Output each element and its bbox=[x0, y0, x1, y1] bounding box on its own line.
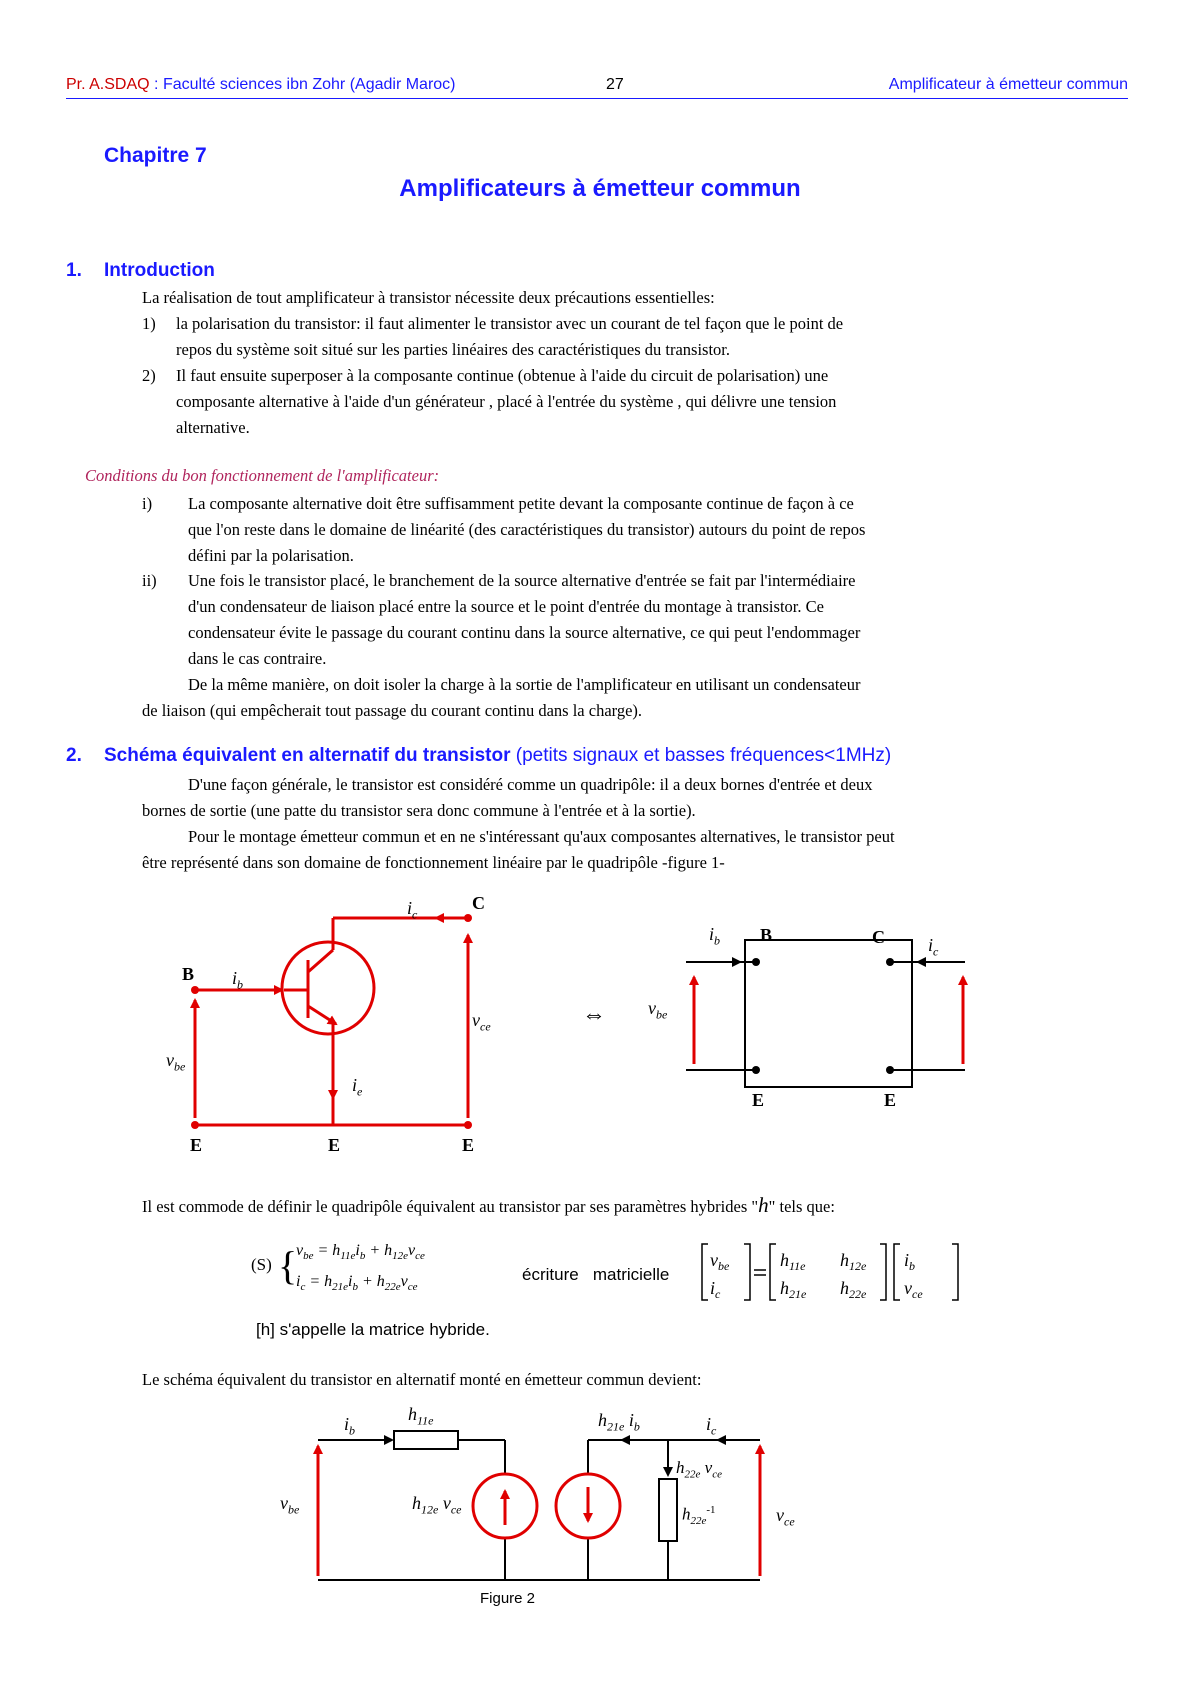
quad-vbe-label: $v_{be}$ bbox=[648, 998, 668, 1022]
fig2-h21e-source-label: $h_{21e}$ $i_b$ bbox=[598, 1410, 640, 1434]
quad-terminal-e: E bbox=[752, 1090, 765, 1110]
list-line: composante alternative à l'aide d'un générateur , placé à l'entrée du système , qui délivre une tension bbox=[176, 392, 837, 411]
system-label: (S) bbox=[251, 1255, 272, 1274]
quad-ib-label: $i_b$ bbox=[709, 924, 721, 948]
svg-text:ic: $i_c$ bbox=[710, 1278, 721, 1301]
condition-line: La composante alternative doit être suffisamment petite devant la composante continue de façon à ce bbox=[188, 494, 854, 513]
fig1-ic-label: $i_c$ bbox=[407, 898, 418, 922]
quad-terminal-b: B bbox=[760, 925, 773, 945]
system-equations bbox=[296, 1238, 425, 1300]
list-marker: 1) bbox=[142, 314, 156, 333]
fig2-ib-label: $i_b$ bbox=[344, 1414, 356, 1438]
para2-line-2: être représenté dans son domaine de fonctionnement linéaire par le quadripôle -figure 1- bbox=[142, 853, 725, 872]
equation-ic: $i_c = h_{21e}i_b + h_{22e}v_{ce}$ bbox=[296, 1273, 418, 1294]
svg-text:h12e: $h_{12e}$ bbox=[840, 1250, 867, 1273]
system-brace: { bbox=[278, 1243, 298, 1288]
section1-title: Introduction bbox=[104, 260, 215, 281]
quad-terminal-c: C bbox=[872, 927, 885, 947]
fig1-vbe-label: $v_{be}$ bbox=[166, 1050, 186, 1074]
list-line: repos du système soit situé sur les parties linéaires des caractéristiques du transistor. bbox=[176, 340, 730, 359]
quadripole bbox=[686, 940, 965, 1087]
svg-text:h21e: $h_{21e}$ bbox=[780, 1278, 807, 1301]
section2-title: Schéma équivalent en alternatif du transistor bbox=[104, 745, 511, 766]
fig1-terminal-b: B bbox=[182, 964, 195, 984]
fig2-h11e-label: $h_{11e}$ bbox=[408, 1404, 434, 1428]
condition-line: défini par la polarisation. bbox=[188, 546, 354, 565]
para1-line-2: bornes de sortie (une patte du transistor sera donc commune à l'entrée et à la sortie). bbox=[142, 801, 696, 820]
condition-line: condensateur évite le passage du courant continu dans la source alternative, ce qui peut l'endommager bbox=[188, 623, 861, 642]
section2-number: 2. bbox=[66, 745, 82, 766]
transistor-circuit bbox=[195, 918, 468, 1125]
list-line: alternative. bbox=[176, 418, 250, 437]
quad-terminal-e: E bbox=[884, 1090, 897, 1110]
header-running-title: Amplificateur à émetteur commun bbox=[888, 76, 1128, 93]
fig1-terminal-e: E bbox=[190, 1135, 203, 1155]
condition-line: Une fois le transistor placé, le branchement de la source alternative d'entrée se fait par l'intermédiaire bbox=[188, 571, 856, 590]
hybrid-intro: Il est commode de définir le quadripôle équivalent au transistor par ses paramètres hybrides "h" tels que: bbox=[142, 1193, 835, 1217]
list-marker: 2) bbox=[142, 366, 156, 385]
section2-subtitle: (petits signaux et basses fréquences<1MHz) bbox=[515, 745, 892, 766]
header-institution: : Faculté sciences ibn Zohr (Agadir Maroc) bbox=[154, 76, 456, 93]
condition-marker: i) bbox=[142, 494, 153, 513]
fig1-ie-label: $i_e$ bbox=[352, 1075, 363, 1099]
equiv-intro: Le schéma équivalent du transistor en alternatif monté en émetteur commun devient: bbox=[142, 1370, 702, 1389]
svg-text:vbe: $v_{be}$ bbox=[710, 1250, 730, 1273]
svg-text:h22e: $h_{22e}$ bbox=[840, 1278, 867, 1301]
svg-text:vce: $v_{ce}$ bbox=[904, 1278, 923, 1301]
header-author: Pr. A.SDAQ bbox=[66, 76, 150, 93]
para2-line-1: Pour le montage émetteur commun et en ne s'intéressant qu'aux composantes alternatives, le transistor peut bbox=[188, 827, 895, 846]
fig2-vce-label: $v_{ce}$ bbox=[776, 1505, 795, 1529]
matrix-note: [h] s'appelle la matrice hybride. bbox=[256, 1320, 490, 1339]
fig1-terminal-c: C bbox=[472, 893, 485, 913]
closing-line-1: De la même manière, on doit isoler la charge à la sortie de l'amplificateur en utilisant un condensateur bbox=[188, 675, 861, 694]
conditions-title: Conditions du bon fonctionnement de l'amplificateur: bbox=[85, 466, 440, 485]
condition-line: d'un condensateur de liaison placé entre la source et le point d'entrée du montage à transistor. Ce bbox=[188, 597, 824, 616]
fig2-h12e-source-label: $h_{12e}$ $v_{ce}$ bbox=[412, 1493, 462, 1517]
section1-intro: La réalisation de tout amplificateur à transistor nécessite deux précautions essentielles: bbox=[142, 288, 715, 307]
fig2-h22e-current-label: $h_{22e}$ $v_{ce}$ bbox=[676, 1458, 722, 1481]
matrix-text: écriture matricielle bbox=[522, 1265, 670, 1284]
fig2-vbe-label: $v_{be}$ bbox=[280, 1493, 300, 1517]
fig1-ib-label: $i_b$ bbox=[232, 968, 244, 992]
chapter-title: Amplificateurs à émetteur commun bbox=[399, 175, 801, 202]
fig2-ic-label: $i_c$ bbox=[706, 1414, 717, 1438]
fig2-h22e-inverse-label: $h_{22e}^{-1}$ bbox=[682, 1504, 716, 1528]
figure2-caption: Figure 2 bbox=[480, 1590, 536, 1607]
condition-marker: ii) bbox=[142, 571, 157, 590]
hybrid-matrix bbox=[700, 1240, 970, 1304]
svg-text:h11e: $h_{11e}$ bbox=[780, 1250, 806, 1273]
page-number: 27 bbox=[606, 76, 624, 93]
condition-line: dans le cas contraire. bbox=[188, 649, 327, 668]
fig1-vce-label: $v_{ce}$ bbox=[472, 1010, 491, 1034]
para1-line-1: D'une façon générale, le transistor est considéré comme un quadripôle: il a deux bornes d'entrée et deux bbox=[188, 775, 873, 794]
condition-line: que l'on reste dans le domaine de linéarité (des caractéristiques du transistor) autours du point de repos bbox=[188, 520, 866, 539]
closing-line-2: de liaison (qui empêcherait tout passage du courant continu dans la charge). bbox=[142, 701, 643, 720]
chapter-label: Chapitre 7 bbox=[104, 144, 207, 167]
quad-ic-label: $i_c$ bbox=[928, 935, 939, 959]
fig1-terminal-e: E bbox=[328, 1135, 341, 1155]
section1-number: 1. bbox=[66, 260, 82, 281]
list-line: Il faut ensuite superposer à la composante continue (obtenue à l'aide du circuit de polarisation) une bbox=[176, 366, 829, 385]
equivalence-symbol: ⇔ bbox=[582, 1002, 606, 1028]
svg-text:ib: $i_b$ bbox=[904, 1250, 916, 1273]
equation-vbe: $v_{be} = h_{11e}i_b + h_{12e}v_{ce}$ bbox=[296, 1242, 425, 1263]
list-line: la polarisation du transistor: il faut alimenter le transistor avec un courant de tel façon que le point de bbox=[176, 314, 844, 333]
fig1-terminal-e: E bbox=[462, 1135, 475, 1155]
